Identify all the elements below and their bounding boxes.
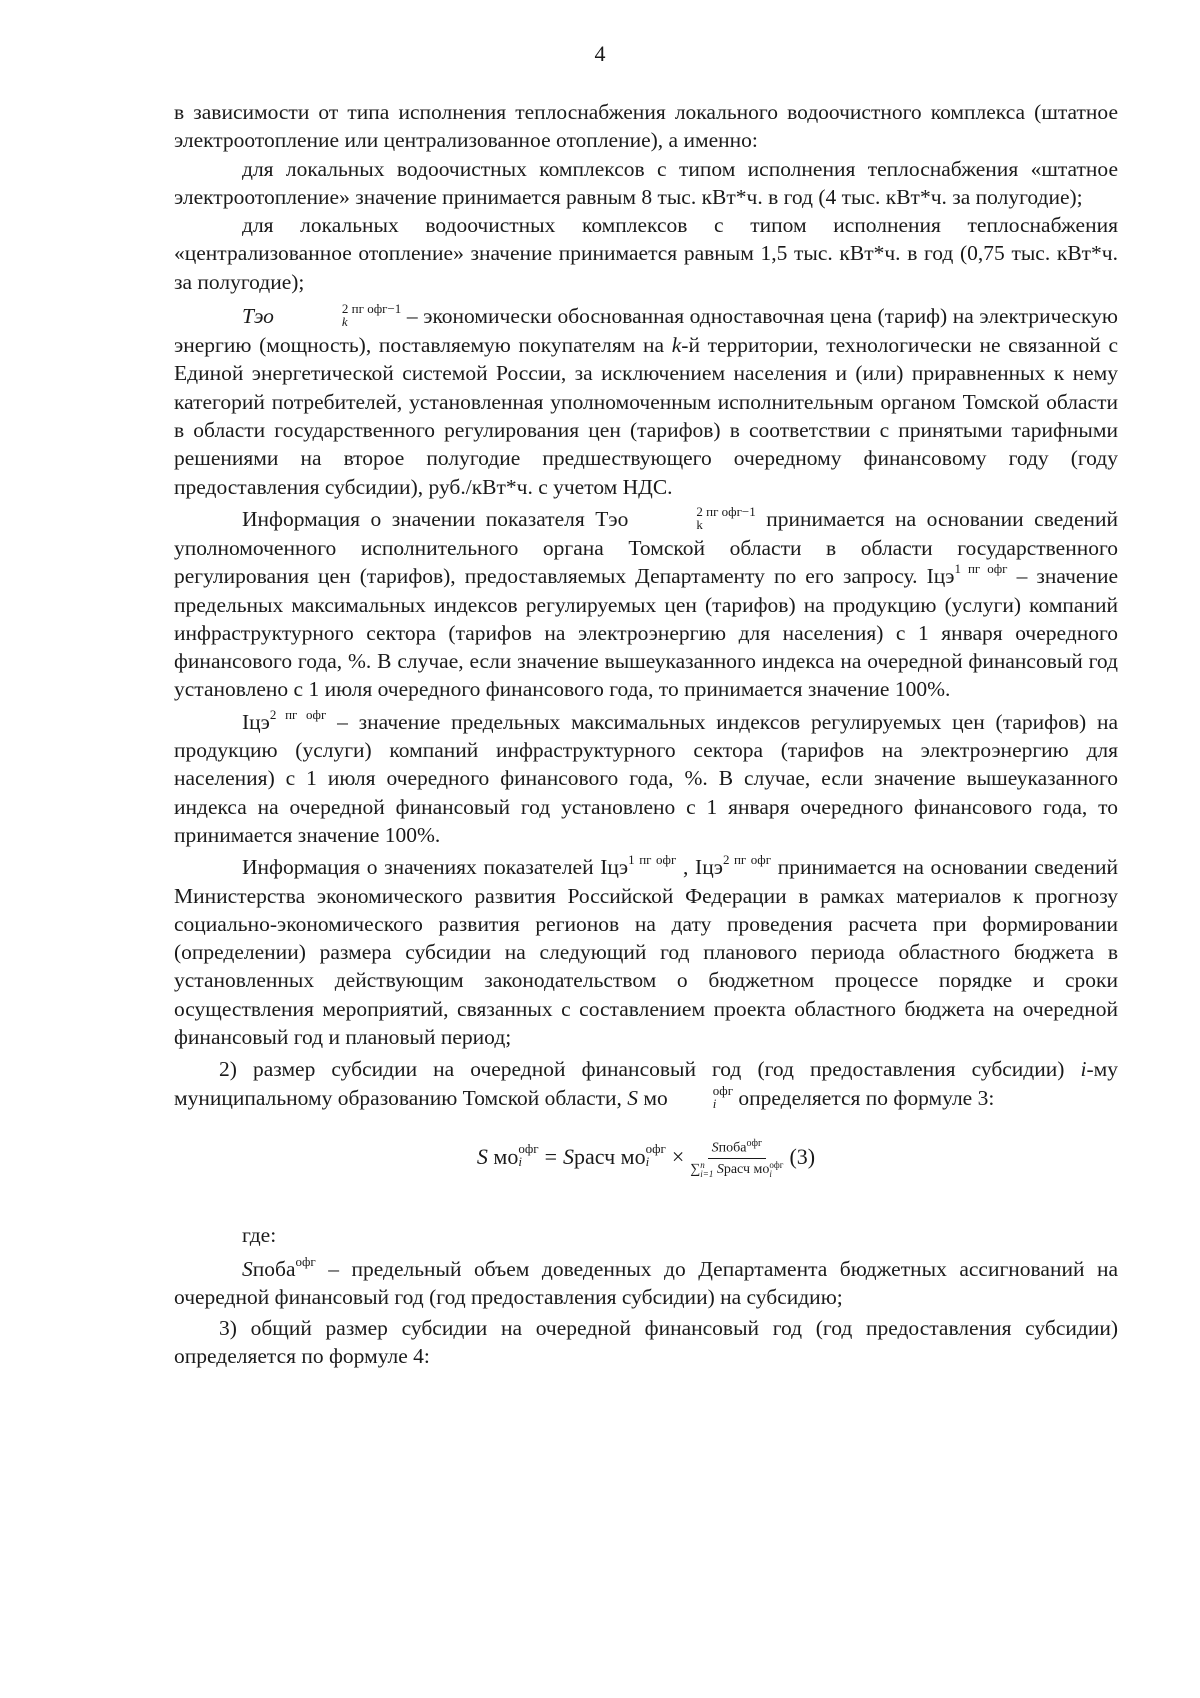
symbol-teo-indices — [274, 302, 401, 328]
paragraph-10: 3) общий размер субсидии на очередной финансовый год (год предоставления субсидии) определяется по формуле 4: — [174, 1315, 1118, 1368]
paragraph-5-c: – значение предельных максимальных индексов регулируемых цен (тарифов) на продукцию (услуги) компаний инфраструктурного сектора (тарифов на электроэнергию для населения) с 1 января очередного финансового года, %. В случае, если значение вышеуказанного индекса на очередной финансовый год установлено с 1 июля очередного финансового года, то принимается значение 100%. — [174, 564, 1119, 702]
symbol-teo-2-sub: k — [696, 516, 703, 532]
paragraph-7-a: Информация о значениях показателей — [242, 855, 601, 880]
paragraph-4-text: – экономически обоснованная одноставочная цена (тариф) на электрическую энергию (мощность), поставляемую покупателям на — [174, 304, 1118, 358]
formula-numerator — [708, 1135, 766, 1160]
paragraph-9 — [174, 1255, 1118, 1312]
formula-den-sup: офг — [769, 1160, 784, 1171]
symbol-smo-sup: офг — [712, 1082, 734, 1098]
symbol-teo: Тэо — [242, 304, 274, 329]
formula-lhs-mo: мо — [487, 1143, 519, 1169]
symbol-ice-2b-sup: 2 пг офг — [722, 852, 772, 868]
formula-3-expression — [477, 1135, 815, 1180]
formula-lhs-indices — [518, 1142, 538, 1168]
paragraph-7 — [174, 853, 1118, 1051]
formula-denominator — [690, 1159, 783, 1179]
where-label: где: — [242, 1222, 277, 1247]
paragraph-8 — [174, 1055, 1118, 1112]
formula-equals: = — [544, 1143, 558, 1169]
symbol-smo-sub: i — [712, 1095, 717, 1111]
formula-den-S: S — [713, 1162, 724, 1178]
symbol-teo-2: Тэо — [595, 506, 629, 531]
paragraph-7-comma: , — [676, 855, 696, 880]
symbol-teo-2-sup: 2 пг офг−1 — [696, 503, 756, 519]
paragraph-6 — [174, 708, 1118, 849]
formula-num-S: S — [711, 1140, 719, 1156]
formula-rhs-indices — [646, 1142, 666, 1168]
formula-num-text: поба — [718, 1140, 747, 1156]
paragraph-4-text-2: -й территории, технологически не связанной с Единой энергетической системой России, за исключением населения и (или) приравненных к нему категорий потребителей, установленная уполномоченным исполнительным органом Томской области в области государственного регулирования цен (тарифов) в соответствии с принятыми тарифными решениями на второе полугодие предшествующего очередному финансовому году (году предоставления субсидии), руб./кВт*ч. с учетом НДС. — [174, 333, 1118, 499]
symbol-spoba-sup: офг — [295, 1253, 316, 1269]
formula-rhs — [563, 1143, 666, 1172]
formula-den-lim-top: n — [700, 1160, 705, 1171]
document-body — [174, 98, 1118, 1370]
symbol-ice-2-sup: 2 пг офг — [269, 706, 327, 722]
formula-label: (3) — [789, 1143, 816, 1169]
paragraph-6-text: – значение предельных максимальных индексов регулируемых цен (тарифов) на продукцию (услуги) компаний инфраструктурного сектора (тарифов на электроэнергию для населения) с 1 июля очередного финансового года, %. В случае, если значение вышеуказанного индекса на очередной финансовый год установлено с 1 января очередного финансового года, то принимается значение 100%. — [174, 709, 1118, 847]
formula-den-sum: ∑ — [690, 1162, 701, 1178]
formula-lhs-sub: i — [518, 1154, 522, 1170]
formula-lhs-S: S — [476, 1143, 488, 1169]
formula-rhs-S: S — [563, 1143, 575, 1169]
symbol-spoba: поба — [252, 1256, 296, 1281]
formula-den-limits — [700, 1161, 713, 1179]
formula-den-indices — [769, 1161, 783, 1179]
formula-den-text: расч мо — [723, 1162, 770, 1178]
symbol-ice-1-sup: 1 пг офг — [954, 561, 1008, 577]
paragraph-4-k: k — [671, 333, 682, 358]
symbol-spoba-S: S — [242, 1256, 253, 1281]
paragraph-8-c: определяется по формуле 3: — [733, 1085, 995, 1110]
formula-den-sub: i — [769, 1169, 772, 1180]
formula-rhs-sub: i — [645, 1154, 650, 1170]
paragraph-8-a: 2) размер субсидии на очередной финансовый год (год предоставления субсидии) — [219, 1057, 1081, 1082]
formula-lhs — [477, 1143, 539, 1172]
formula-fraction — [690, 1135, 783, 1180]
formula-rhs-name: расч мо — [574, 1143, 646, 1169]
paragraph-5-b: принимается на основании сведений уполномоченного исполнительного органа Томской области в области государственного регулирования цен (тарифов), предоставляемых Департаменту по его запросу. — [174, 506, 1118, 589]
paragraph-3: для локальных водоочистных комплексов с типом исполнения теплоснабжения «централизованное отопление» значение принимается равным 1,5 тыс. кВт*ч. в год (0,75 тыс. кВт*ч. за полугодие); — [174, 213, 1118, 294]
symbol-ice-2: Iцэ — [242, 709, 270, 734]
symbol-teo-2-indices — [628, 505, 755, 531]
symbol-smo-S: S — [627, 1085, 639, 1110]
paragraph-4 — [174, 302, 1118, 501]
paragraph-5 — [174, 505, 1118, 704]
paragraph-8-b: -му муниципальному образованию Томской области, — [174, 1057, 1118, 1110]
symbol-teo-sup: 2 пг офг−1 — [341, 301, 402, 317]
symbol-ice-2b: Iцэ — [695, 855, 723, 880]
paragraph-9-text: – предельный объем доведенных до Департамента бюджетных ассигнований на очередной финансовый год (год предоставления субсидии) на субсидию; — [174, 1256, 1118, 1310]
paragraph-7-b: принимается на основании сведений Министерства экономического развития Российской Федерации в рамках материалов к прогнозу социально-экономического развития регионов на дату проведения расчета при формировании (определении) размера субсидии на следующий год планового периода областного бюджета в установленных действующим законодательством о бюджетном процессе порядке и сроки осуществления мероприятий, связанных с составлением проекта областного бюджета на очередной финансовый год и плановый период; — [174, 855, 1119, 1050]
paragraph-1: в зависимости от типа исполнения теплоснабжения локального водоочистного комплекса (штатное электроотопление или централизованное отопление), а именно: — [174, 100, 1118, 153]
formula-times: × — [671, 1143, 685, 1169]
paragraph-5-a: Информация о значении показателя — [242, 506, 596, 531]
formula-3 — [174, 1135, 1118, 1199]
symbol-ice-1: Iцэ — [926, 564, 955, 589]
formula-lhs-sup: офг — [518, 1141, 539, 1157]
page-number: 4 — [594, 41, 606, 66]
symbol-ice-1b-sup: 1 пг офг — [628, 852, 677, 868]
formula-den-lim-bot: i=1 — [700, 1169, 714, 1180]
symbol-smo-mo: мо — [638, 1085, 668, 1110]
formula-rhs-sup: офг — [645, 1141, 666, 1157]
paragraph-2: для локальных водоочистных комплексов с типом исполнения теплоснабжения «штатное электроотопление» значение принимается равным 8 тыс. кВт*ч. в год (4 тыс. кВт*ч. за полугодие); — [174, 156, 1118, 209]
paragraph-8-i: i — [1080, 1057, 1087, 1082]
symbol-teo-sub: k — [341, 314, 348, 330]
symbol-smo-indices — [668, 1084, 733, 1110]
formula-num-sup: офг — [746, 1137, 763, 1149]
symbol-ice-1b: Iцэ — [600, 855, 629, 880]
